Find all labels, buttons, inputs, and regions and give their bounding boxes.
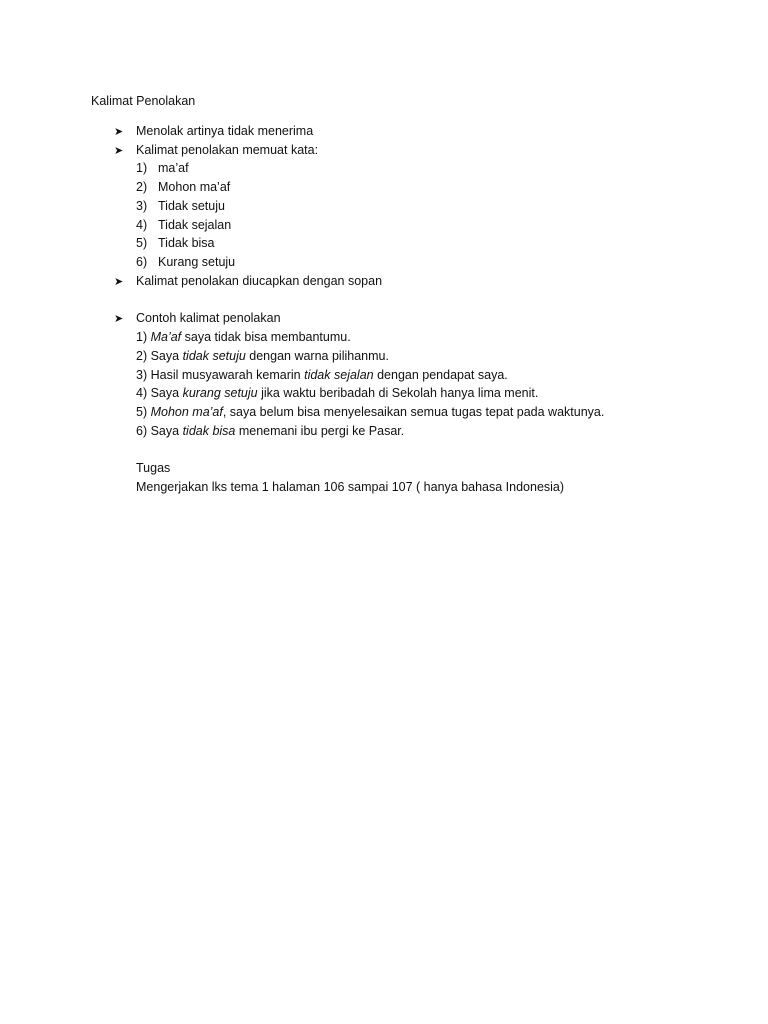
example-emphasis: tidak bisa: [182, 424, 236, 438]
arrow-bullet-icon: ➤: [114, 145, 124, 157]
example-text: jika waktu beribadah di Sekolah hanya lima menit.: [257, 386, 539, 400]
list-text: Kurang setuju: [158, 255, 236, 269]
example-sentence: [136, 386, 538, 400]
example-emphasis: Ma’af: [150, 330, 182, 344]
list-text: Tidak sejalan: [158, 218, 232, 232]
list-number: 4): [136, 218, 148, 232]
list-number: 6): [136, 255, 148, 269]
bullet-text: Contoh kalimat penolakan: [136, 311, 281, 325]
list-text: Tidak bisa: [158, 236, 215, 250]
example-text: 2) Saya: [136, 349, 183, 363]
list-text: Tidak setuju: [158, 199, 225, 213]
task-text: Mengerjakan lks tema 1 halaman 106 sampai 107 ( hanya bahasa Indonesia): [136, 480, 565, 494]
example-emphasis: tidak sejalan: [304, 368, 374, 382]
example-text: 3) Hasil musyawarah kemarin: [136, 368, 305, 382]
document-title: Kalimat Penolakan: [91, 94, 196, 108]
example-text: 4) Saya: [136, 386, 183, 400]
example-sentence: [136, 330, 351, 344]
example-text: 5): [136, 405, 151, 419]
list-number: 2): [136, 180, 148, 194]
example-sentence: [136, 349, 389, 363]
example-emphasis: tidak setuju: [182, 349, 246, 363]
example-sentence: [136, 405, 604, 419]
example-emphasis: kurang setuju: [182, 386, 258, 400]
example-text: dengan pendapat saya.: [373, 368, 508, 382]
list-number: 5): [136, 236, 148, 250]
example-sentence: [136, 424, 404, 438]
example-text: , saya belum bisa menyelesaikan semua tugas tepat pada waktunya.: [222, 405, 605, 419]
list-number: 1): [136, 161, 148, 175]
list-number: 3): [136, 199, 148, 213]
bullet-text: Kalimat penolakan diucapkan dengan sopan: [136, 274, 383, 288]
list-item: [136, 199, 225, 213]
list-item: [136, 161, 189, 175]
list-item: [136, 236, 215, 250]
bullet-text: Kalimat penolakan memuat kata:: [136, 143, 319, 157]
example-text: saya tidak bisa membantumu.: [181, 330, 351, 344]
example-emphasis: Mohon ma’af: [150, 405, 223, 419]
arrow-bullet-icon: ➤: [114, 276, 124, 288]
example-text: 1): [136, 330, 151, 344]
example-text: menemani ibu pergi ke Pasar.: [235, 424, 405, 438]
example-text: 6) Saya: [136, 424, 183, 438]
bullet-text: Menolak artinya tidak menerima: [136, 124, 314, 138]
arrow-bullet-icon: ➤: [114, 313, 124, 325]
task-label: Tugas: [136, 461, 171, 475]
list-text: Mohon ma’af: [158, 180, 231, 194]
example-sentence: [136, 368, 508, 382]
list-item: [136, 180, 230, 194]
list-item: [136, 218, 231, 232]
list-item: [136, 255, 235, 269]
arrow-bullet-icon: ➤: [114, 126, 124, 138]
example-text: dengan warna pilihanmu.: [245, 349, 389, 363]
list-text: ma’af: [158, 161, 189, 175]
